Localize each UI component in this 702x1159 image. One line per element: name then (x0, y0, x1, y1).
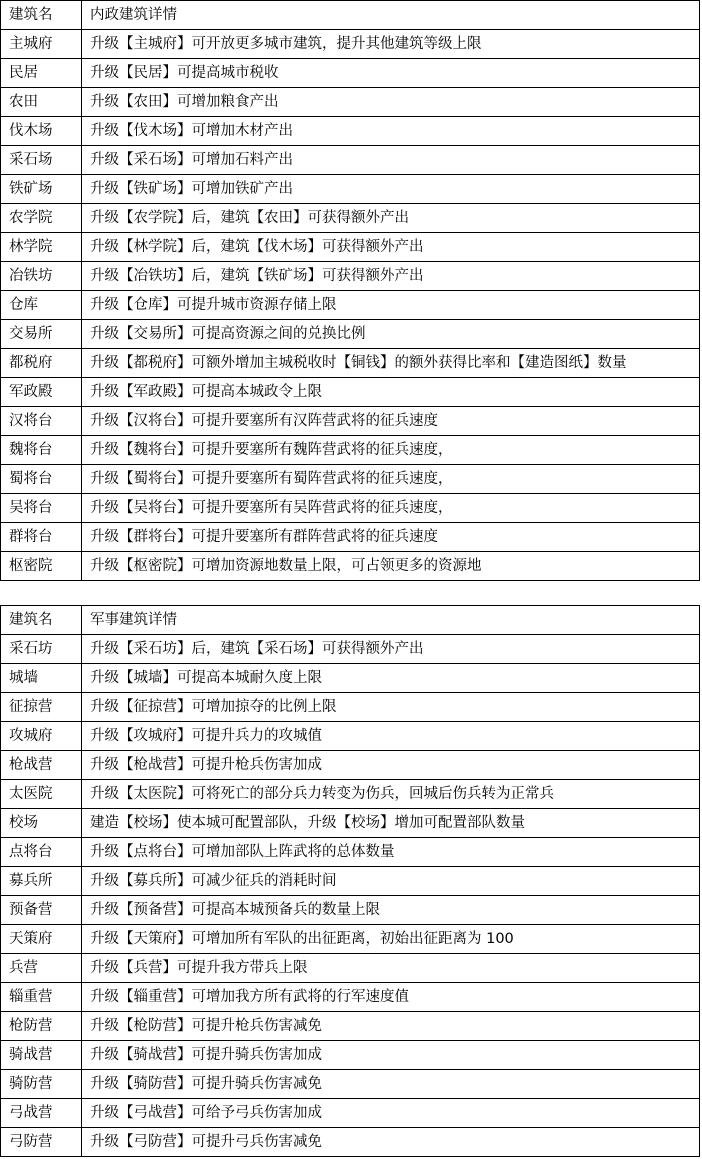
building-name-cell: 点将台 (1, 838, 82, 867)
building-name-cell: 骑防营 (1, 1070, 82, 1099)
table-row (1, 407, 700, 436)
building-name-cell: 吴将台 (1, 494, 82, 523)
building-name-cell: 主城府 (1, 30, 82, 59)
building-name-cell: 骑战营 (1, 1041, 82, 1070)
building-detail-cell: 升级【民居】可提高城市税收 (82, 59, 700, 88)
building-detail-cell: 升级【农学院】后，建筑【农田】可获得额外产出 (82, 204, 700, 233)
table-row (1, 146, 700, 175)
building-name-cell: 群将台 (1, 523, 82, 552)
table-row (1, 867, 700, 896)
table-row (1, 175, 700, 204)
building-name-cell: 采石坊 (1, 635, 82, 664)
building-name-cell: 太医院 (1, 780, 82, 809)
table-row (1, 436, 700, 465)
building-detail-cell: 升级【枢密院】可增加资源地数量上限，可占领更多的资源地 (82, 552, 700, 581)
table-row (1, 349, 700, 378)
table-row (1, 751, 700, 780)
table-row (1, 552, 700, 581)
table-row (1, 635, 700, 664)
table-row (1, 117, 700, 146)
building-name-cell: 采石场 (1, 146, 82, 175)
building-detail-cell: 升级【天策府】可增加所有军队的出征距离，初始出征距离为 100 (82, 925, 700, 954)
table-row (1, 664, 700, 693)
building-detail-cell: 升级【辎重营】可增加我方所有武将的行军速度值 (82, 983, 700, 1012)
building-name-cell: 征掠营 (1, 693, 82, 722)
building-detail-cell: 升级【枪战营】可提升枪兵伤害加成 (82, 751, 700, 780)
building-name-cell: 交易所 (1, 320, 82, 349)
building-name-cell: 仓库 (1, 291, 82, 320)
building-name-cell: 铁矿场 (1, 175, 82, 204)
header-building-detail: 军事建筑详情 (82, 606, 700, 635)
table-header-row (1, 1, 700, 30)
building-detail-cell: 升级【预备营】可提高本城预备兵的数量上限 (82, 896, 700, 925)
table-row (1, 320, 700, 349)
table-row (1, 378, 700, 407)
building-detail-cell: 升级【弓防营】可提升弓兵伤害减免 (82, 1128, 700, 1157)
table-row (1, 30, 700, 59)
table-row (1, 1099, 700, 1128)
building-detail-cell: 升级【农田】可增加粮食产出 (82, 88, 700, 117)
table-row (1, 954, 700, 983)
building-detail-cell: 升级【兵营】可提升我方带兵上限 (82, 954, 700, 983)
table-row (1, 1012, 700, 1041)
header-building-name: 建筑名 (1, 1, 82, 30)
table-header-row (1, 606, 700, 635)
building-detail-cell: 升级【骑防营】可提升骑兵伤害减免 (82, 1070, 700, 1099)
table-row (1, 925, 700, 954)
building-detail-cell: 升级【采石坊】后，建筑【采石场】可获得额外产出 (82, 635, 700, 664)
military-buildings-table (0, 605, 700, 1157)
table-row (1, 204, 700, 233)
table-row (1, 494, 700, 523)
building-detail-cell: 升级【铁矿场】可增加铁矿产出 (82, 175, 700, 204)
building-name-cell: 蜀将台 (1, 465, 82, 494)
building-detail-cell: 升级【主城府】可开放更多城市建筑，提升其他建筑等级上限 (82, 30, 700, 59)
building-name-cell: 都税府 (1, 349, 82, 378)
building-name-cell: 预备营 (1, 896, 82, 925)
building-name-cell: 汉将台 (1, 407, 82, 436)
civil-buildings-table (0, 0, 700, 581)
table-row (1, 1041, 700, 1070)
building-name-cell: 魏将台 (1, 436, 82, 465)
table-row (1, 523, 700, 552)
building-name-cell: 林学院 (1, 233, 82, 262)
header-building-name: 建筑名 (1, 606, 82, 635)
building-name-cell: 枪防营 (1, 1012, 82, 1041)
table-row (1, 59, 700, 88)
table-row (1, 838, 700, 867)
building-detail-cell: 升级【征掠营】可增加掠夺的比例上限 (82, 693, 700, 722)
building-name-cell: 校场 (1, 809, 82, 838)
building-detail-cell: 升级【募兵所】可减少征兵的消耗时间 (82, 867, 700, 896)
building-detail-cell: 升级【骑战营】可提升骑兵伤害加成 (82, 1041, 700, 1070)
building-name-cell: 城墙 (1, 664, 82, 693)
table-row (1, 262, 700, 291)
table-row (1, 896, 700, 925)
building-detail-cell: 升级【林学院】后，建筑【伐木场】可获得额外产出 (82, 233, 700, 262)
table-row (1, 465, 700, 494)
table-row (1, 88, 700, 117)
building-name-cell: 民居 (1, 59, 82, 88)
table-row (1, 809, 700, 838)
building-name-cell: 农田 (1, 88, 82, 117)
header-building-detail: 内政建筑详情 (82, 1, 700, 30)
building-detail-cell: 升级【都税府】可额外增加主城税收时【铜钱】的额外获得比率和【建造图纸】数量 (82, 349, 700, 378)
table-row (1, 722, 700, 751)
building-detail-cell: 升级【采石场】可增加石料产出 (82, 146, 700, 175)
building-name-cell: 募兵所 (1, 867, 82, 896)
building-detail-cell: 升级【汉将台】可提升要塞所有汉阵营武将的征兵速度 (82, 407, 700, 436)
building-name-cell: 弓防营 (1, 1128, 82, 1157)
building-detail-cell: 升级【魏将台】可提升要塞所有魏阵营武将的征兵速度， (82, 436, 700, 465)
building-detail-cell: 升级【伐木场】可增加木材产出 (82, 117, 700, 146)
building-detail-cell: 升级【点将台】可增加部队上阵武将的总体数量 (82, 838, 700, 867)
table-row (1, 1070, 700, 1099)
building-detail-cell: 升级【太医院】可将死亡的部分兵力转变为伤兵，回城后伤兵转为正常兵 (82, 780, 700, 809)
table-row (1, 983, 700, 1012)
building-name-cell: 枢密院 (1, 552, 82, 581)
building-name-cell: 攻城府 (1, 722, 82, 751)
table-row (1, 780, 700, 809)
building-detail-cell: 升级【吴将台】可提升要塞所有吴阵营武将的征兵速度， (82, 494, 700, 523)
table-row (1, 233, 700, 262)
building-name-cell: 农学院 (1, 204, 82, 233)
building-detail-cell: 升级【交易所】可提高资源之间的兑换比例 (82, 320, 700, 349)
building-name-cell: 军政殿 (1, 378, 82, 407)
table-row (1, 1128, 700, 1157)
building-name-cell: 冶铁坊 (1, 262, 82, 291)
building-name-cell: 天策府 (1, 925, 82, 954)
building-detail-cell: 升级【枪防营】可提升枪兵伤害减免 (82, 1012, 700, 1041)
building-detail-cell: 建造【校场】使本城可配置部队，升级【校场】增加可配置部队数量 (82, 809, 700, 838)
building-detail-cell: 升级【弓战营】可给予弓兵伤害加成 (82, 1099, 700, 1128)
building-detail-cell: 升级【城墙】可提高本城耐久度上限 (82, 664, 700, 693)
building-name-cell: 弓战营 (1, 1099, 82, 1128)
building-name-cell: 伐木场 (1, 117, 82, 146)
table-row (1, 291, 700, 320)
building-detail-cell: 升级【仓库】可提升城市资源存储上限 (82, 291, 700, 320)
building-detail-cell: 升级【群将台】可提升要塞所有群阵营武将的征兵速度 (82, 523, 700, 552)
table-row (1, 693, 700, 722)
building-name-cell: 辎重营 (1, 983, 82, 1012)
building-detail-cell: 升级【军政殿】可提高本城政令上限 (82, 378, 700, 407)
building-name-cell: 枪战营 (1, 751, 82, 780)
building-detail-cell: 升级【攻城府】可提升兵力的攻城值 (82, 722, 700, 751)
building-detail-cell: 升级【冶铁坊】后，建筑【铁矿场】可获得额外产出 (82, 262, 700, 291)
building-detail-cell: 升级【蜀将台】可提升要塞所有蜀阵营武将的征兵速度， (82, 465, 700, 494)
building-name-cell: 兵营 (1, 954, 82, 983)
